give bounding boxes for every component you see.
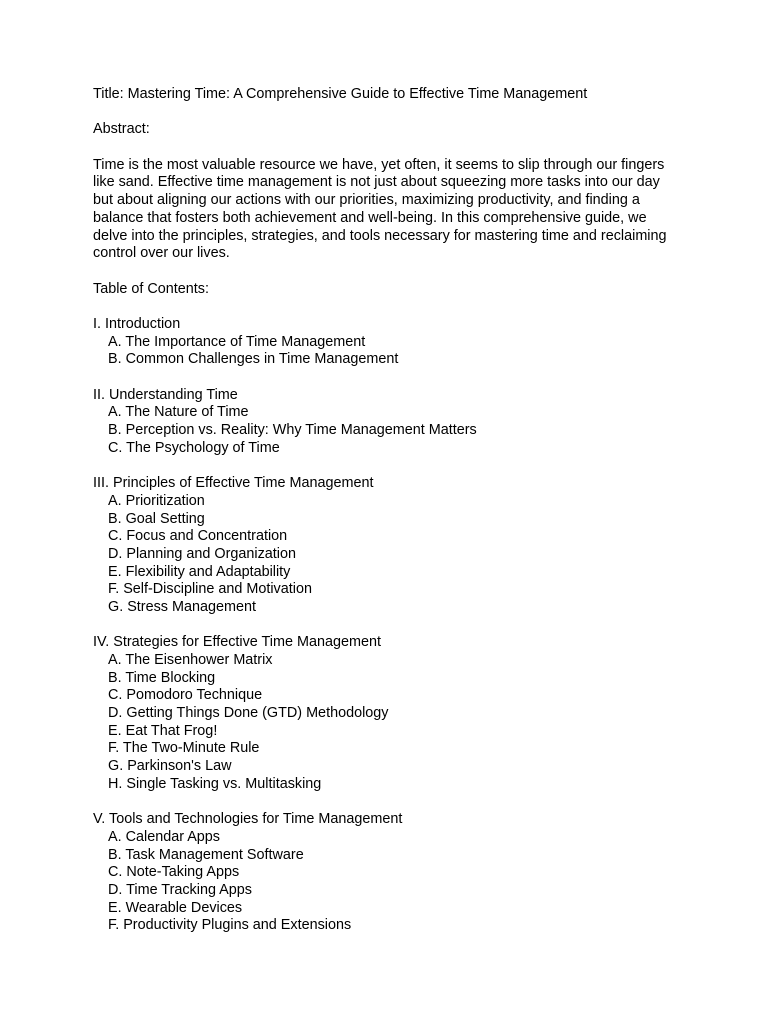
toc-item: A. The Eisenhower Matrix (108, 652, 273, 668)
spacer (93, 794, 693, 812)
toc-item: G. Stress Management (108, 598, 256, 615)
toc-item: A. Calendar Apps (108, 828, 220, 845)
abstract-line: Time is the most valuable resource we have, yet often, it seems to slip through our fingers (93, 156, 665, 173)
toc-section-introduction (93, 316, 693, 369)
toc-item: D. Getting Things Done (GTD) Methodology (108, 705, 389, 722)
toc-section-heading: I. Introduction (93, 315, 181, 332)
spacer (93, 617, 693, 635)
spacer (93, 457, 693, 475)
spacer (93, 369, 693, 387)
toc-item: H. Single Tasking vs. Multitasking (108, 775, 322, 792)
abstract-line: delve into the principles, strategies, and tools necessary for mastering time and reclaiming (93, 227, 667, 244)
toc-item: C. Note-Taking Apps (108, 864, 240, 881)
abstract-line: control over our lives. (93, 245, 230, 262)
document-page (93, 86, 693, 935)
toc-section-understanding-time (93, 387, 693, 458)
spacer (93, 139, 693, 157)
toc-section-heading: IV. Strategies for Effective Time Management (93, 634, 381, 651)
document-title: Title: Mastering Time: A Comprehensive Guide to Effective Time Management (93, 86, 588, 102)
abstract-line: like sand. Effective time management is not just about squeezing more tasks into our day (93, 174, 660, 191)
abstract-paragraph (93, 157, 668, 263)
toc-item: A. Prioritization (108, 492, 205, 509)
toc-item: F. Productivity Plugins and Extensions (108, 917, 352, 934)
toc-item: F. Self-Discipline and Motivation (108, 581, 312, 598)
toc-item: B. Task Management Software (108, 846, 304, 863)
toc-section-heading: V. Tools and Technologies for Time Management (93, 811, 403, 828)
toc-item: E. Flexibility and Adaptability (108, 563, 291, 580)
toc-section-principles (93, 475, 693, 617)
toc-item: A. The Nature of Time (108, 404, 249, 421)
toc-item: B. Goal Setting (108, 510, 205, 527)
toc-section-heading: II. Understanding Time (93, 386, 238, 403)
toc-item: D. Time Tracking Apps (108, 881, 252, 898)
toc-item: B. Perception vs. Reality: Why Time Management Matters (108, 422, 477, 439)
spacer (93, 298, 693, 316)
toc-section-heading: III. Principles of Effective Time Management (93, 475, 374, 492)
abstract-line: but about aligning our actions with our priorities, maximizing productivity, and finding a (93, 192, 640, 209)
toc-item: B. Common Challenges in Time Management (108, 351, 399, 368)
spacer (93, 263, 693, 281)
toc-section-strategies (93, 634, 693, 793)
toc-heading: Table of Contents: (93, 280, 209, 297)
toc-item: C. Pomodoro Technique (108, 687, 263, 704)
toc-item: A. The Importance of Time Management (108, 333, 366, 350)
toc-item: F. The Two-Minute Rule (108, 740, 260, 757)
abstract-heading: Abstract: (93, 121, 150, 138)
toc-section-tools (93, 811, 693, 935)
toc-item: C. The Psychology of Time (108, 439, 280, 456)
toc-item: B. Time Blocking (108, 669, 216, 686)
toc-item: E. Wearable Devices (108, 899, 243, 916)
spacer (93, 104, 693, 122)
toc-item: E. Eat That Frog! (108, 722, 218, 739)
abstract-line: balance that fosters both achievement and well-being. In this comprehensive guide, we (93, 209, 647, 226)
toc-item: G. Parkinson's Law (108, 758, 232, 775)
toc-item: C. Focus and Concentration (108, 528, 288, 545)
toc-item: D. Planning and Organization (108, 545, 296, 562)
